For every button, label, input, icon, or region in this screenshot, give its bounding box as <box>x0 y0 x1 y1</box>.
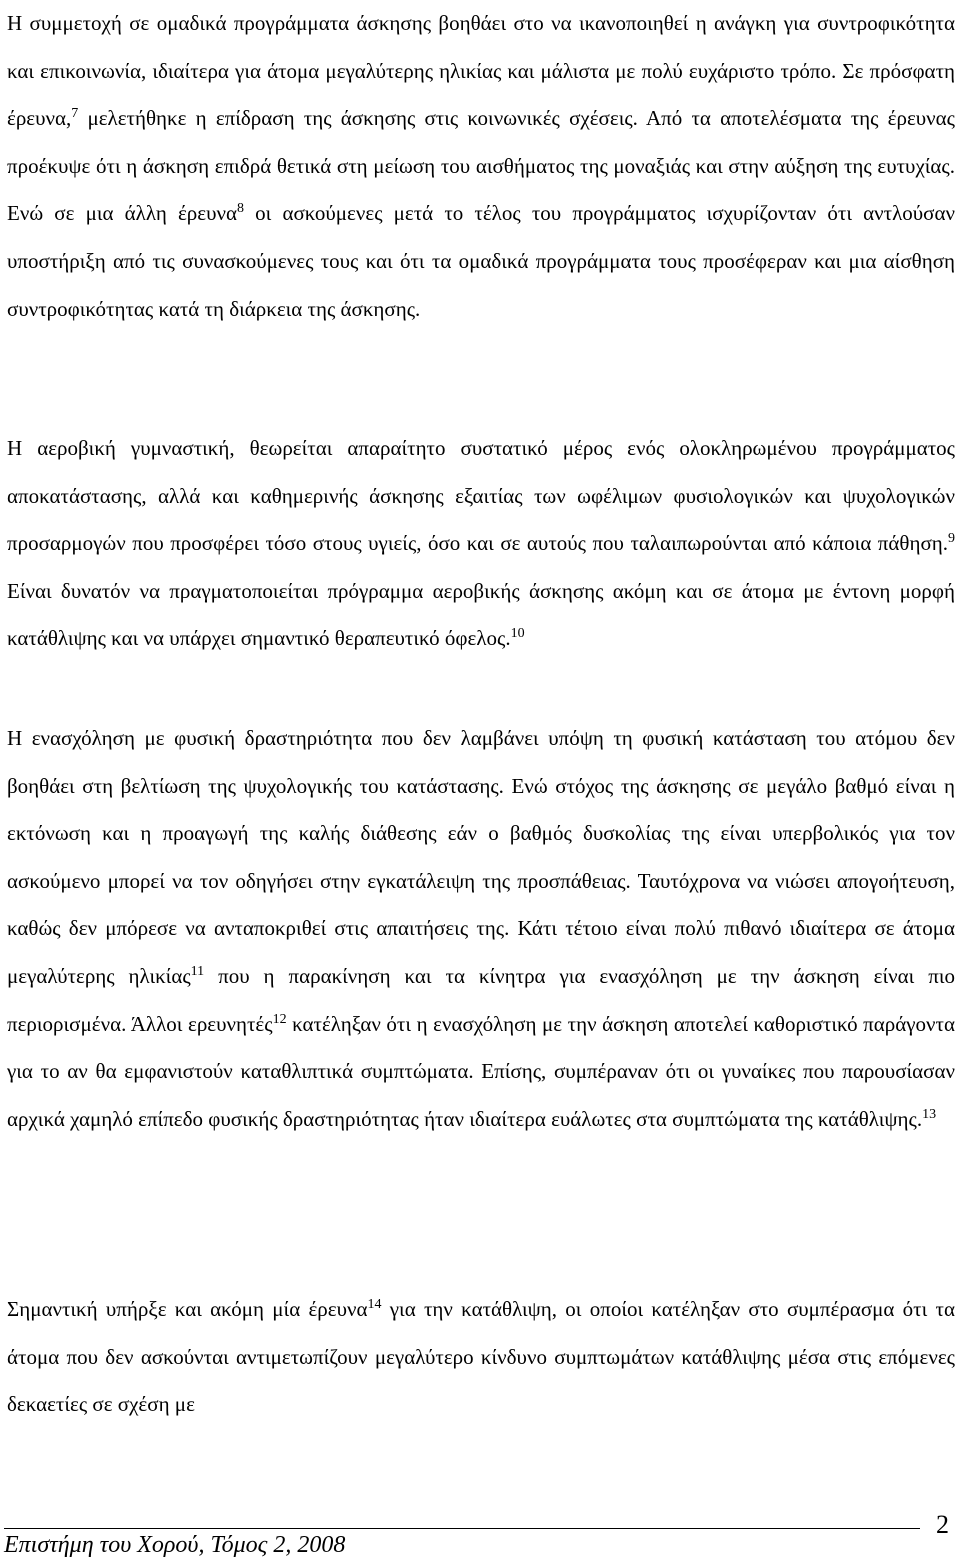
footnote-reference: 11 <box>190 963 205 979</box>
footnote-reference: 8 <box>237 201 244 217</box>
paragraph-text: μελετήθηκε η επίδραση της άσκησης στις κοινωνικές σχέσεις. Από τα αποτελέσματα της έρευνας προέκυψε ότι η άσκηση επιδρά θετικά στη μείωση του αισθήματος της μοναξιάς και στην αύξηση της ευτυχίας. Ενώ σε μια άλλη έρευνα <box>7 106 955 226</box>
footnote-reference: 12 <box>272 1011 287 1027</box>
footnote-reference: 9 <box>948 531 955 547</box>
paragraph-text: Είναι δυνατόν να πραγματοποιείται πρόγραμμα αεροβικής άσκησης ακόμη και σε άτομα με έντονη μορφή κατάθλιψης και να υπάρχει σημαντικό θεραπευτικό όφελος. <box>7 578 955 651</box>
paragraph-text: Η ενασχόληση με φυσική δραστηριότητα που δεν λαμβάνει υπόψη τη φυσική κατάσταση του ατόμου δεν βοηθάει στη βελτίωση της ψυχολογικής του κατάστασης. Ενώ στόχος της άσκησης σε μεγάλο βαθμό είναι η εκτόνωση και η προαγωγή της καλής διάθεσης εάν ο βαθμός δυσκολίας της είναι υπερβολικός για τον ασκούμενο μπορεί να τον οδηγήσει στην εγκατάλειψη της προσπάθειας. Ταυτόχρονα να νιώσει απογοήτευση, καθώς δεν μπόρεσε να ανταποκριθεί στις απαιτήσεις της. Κάτι τέτοιο είναι πολύ πιθανό ιδιαίτερα σε άτομα μεγαλύτερης ηλικίας <box>7 726 955 988</box>
paragraph-text: Η αεροβική γυμναστική, θεωρείται απαραίτητο συστατικό μέρος ενός ολοκληρωμένου προγράμματος αποκατάστασης, αλλά και καθημερινής άσκησης εξαιτίας των ωφέλιμων φυσιολογικών και ψυχολογικών προσαρμογών που προσφέρει τόσο στους υγιείς, όσο και σε αυτούς που ταλαιπωρούνται από κάποια πάθηση. <box>7 436 955 556</box>
paragraph-text: Σημαντική υπήρξε και ακόμη μία έρευνα <box>7 1297 368 1321</box>
paragraph-aerobic-exercise <box>7 425 955 663</box>
footnote-reference: 14 <box>367 1297 382 1312</box>
paragraph-depression-study <box>7 1286 955 1429</box>
paragraph-text: για την κατάθλιψη, οι οποίοι κατέληξαν στο συμπέρασμα ότι τα άτομα που δεν ασκούνται αντιμετωπίζουν μεγαλύτερο κίνδυνο συμπτωμάτων κατάθλιψης μέσα στις επόμενες δεκαετίες σε σχέση με <box>7 1297 955 1417</box>
page-number: 2 <box>936 1510 949 1539</box>
footer-journal-title: Επιστήμη του Χορού, Τόμος 2, 2008 <box>4 1532 346 1558</box>
paragraph-text: οι ασκούμενες μετά το τέλος του προγράμματος ισχυρίζονταν ότι αντλούσαν υποστήριξη από τις συνασκούμενες τους και ότι τα ομαδικά προγράμματα τους προσέφεραν και μια αίσθηση συντροφικότητας κατά τη διάρκεια της άσκησης. <box>7 201 955 321</box>
footnote-reference: 13 <box>922 1106 937 1122</box>
paragraph-text: κατέληξαν ότι η ενασχόληση με την άσκηση αποτελεί καθοριστικό παράγοντα για το αν θα εμφανιστούν καταθλιπτικά συμπτώματα. Επίσης, συμπέραναν ότι οι γυναίκες που παρουσίασαν αρχικά χαμηλό επίπεδο φυσικής δραστηριότητας ήταν ιδιαίτερα ευάλωτες στα συμπτώματα της κατάθλιψης. <box>7 1011 955 1131</box>
paragraph-text: που η παρακίνηση και τα κίνητρα για ενασχόληση με την άσκηση είναι πιο περιορισμένα. Άλλοι ερευνητές <box>7 963 955 1036</box>
paragraph-social-exercise <box>7 0 955 333</box>
footnote-reference: 7 <box>71 106 79 122</box>
paragraph-text: Η συμμετοχή σε ομαδικά προγράμματα άσκησης βοηθάει στο να ικανοποιηθεί η ανάγκη για συντροφικότητα και επικοινωνία, ιδιαίτερα για άτομα μεγαλύτερης ηλικίας και μάλιστα με πολύ ευχάριστο τρόπο. Σε πρόσφατη έρευνα, <box>7 11 955 131</box>
footer-divider <box>4 1528 920 1529</box>
paragraph-physical-condition <box>7 715 955 1143</box>
footnote-reference: 10 <box>510 626 525 642</box>
